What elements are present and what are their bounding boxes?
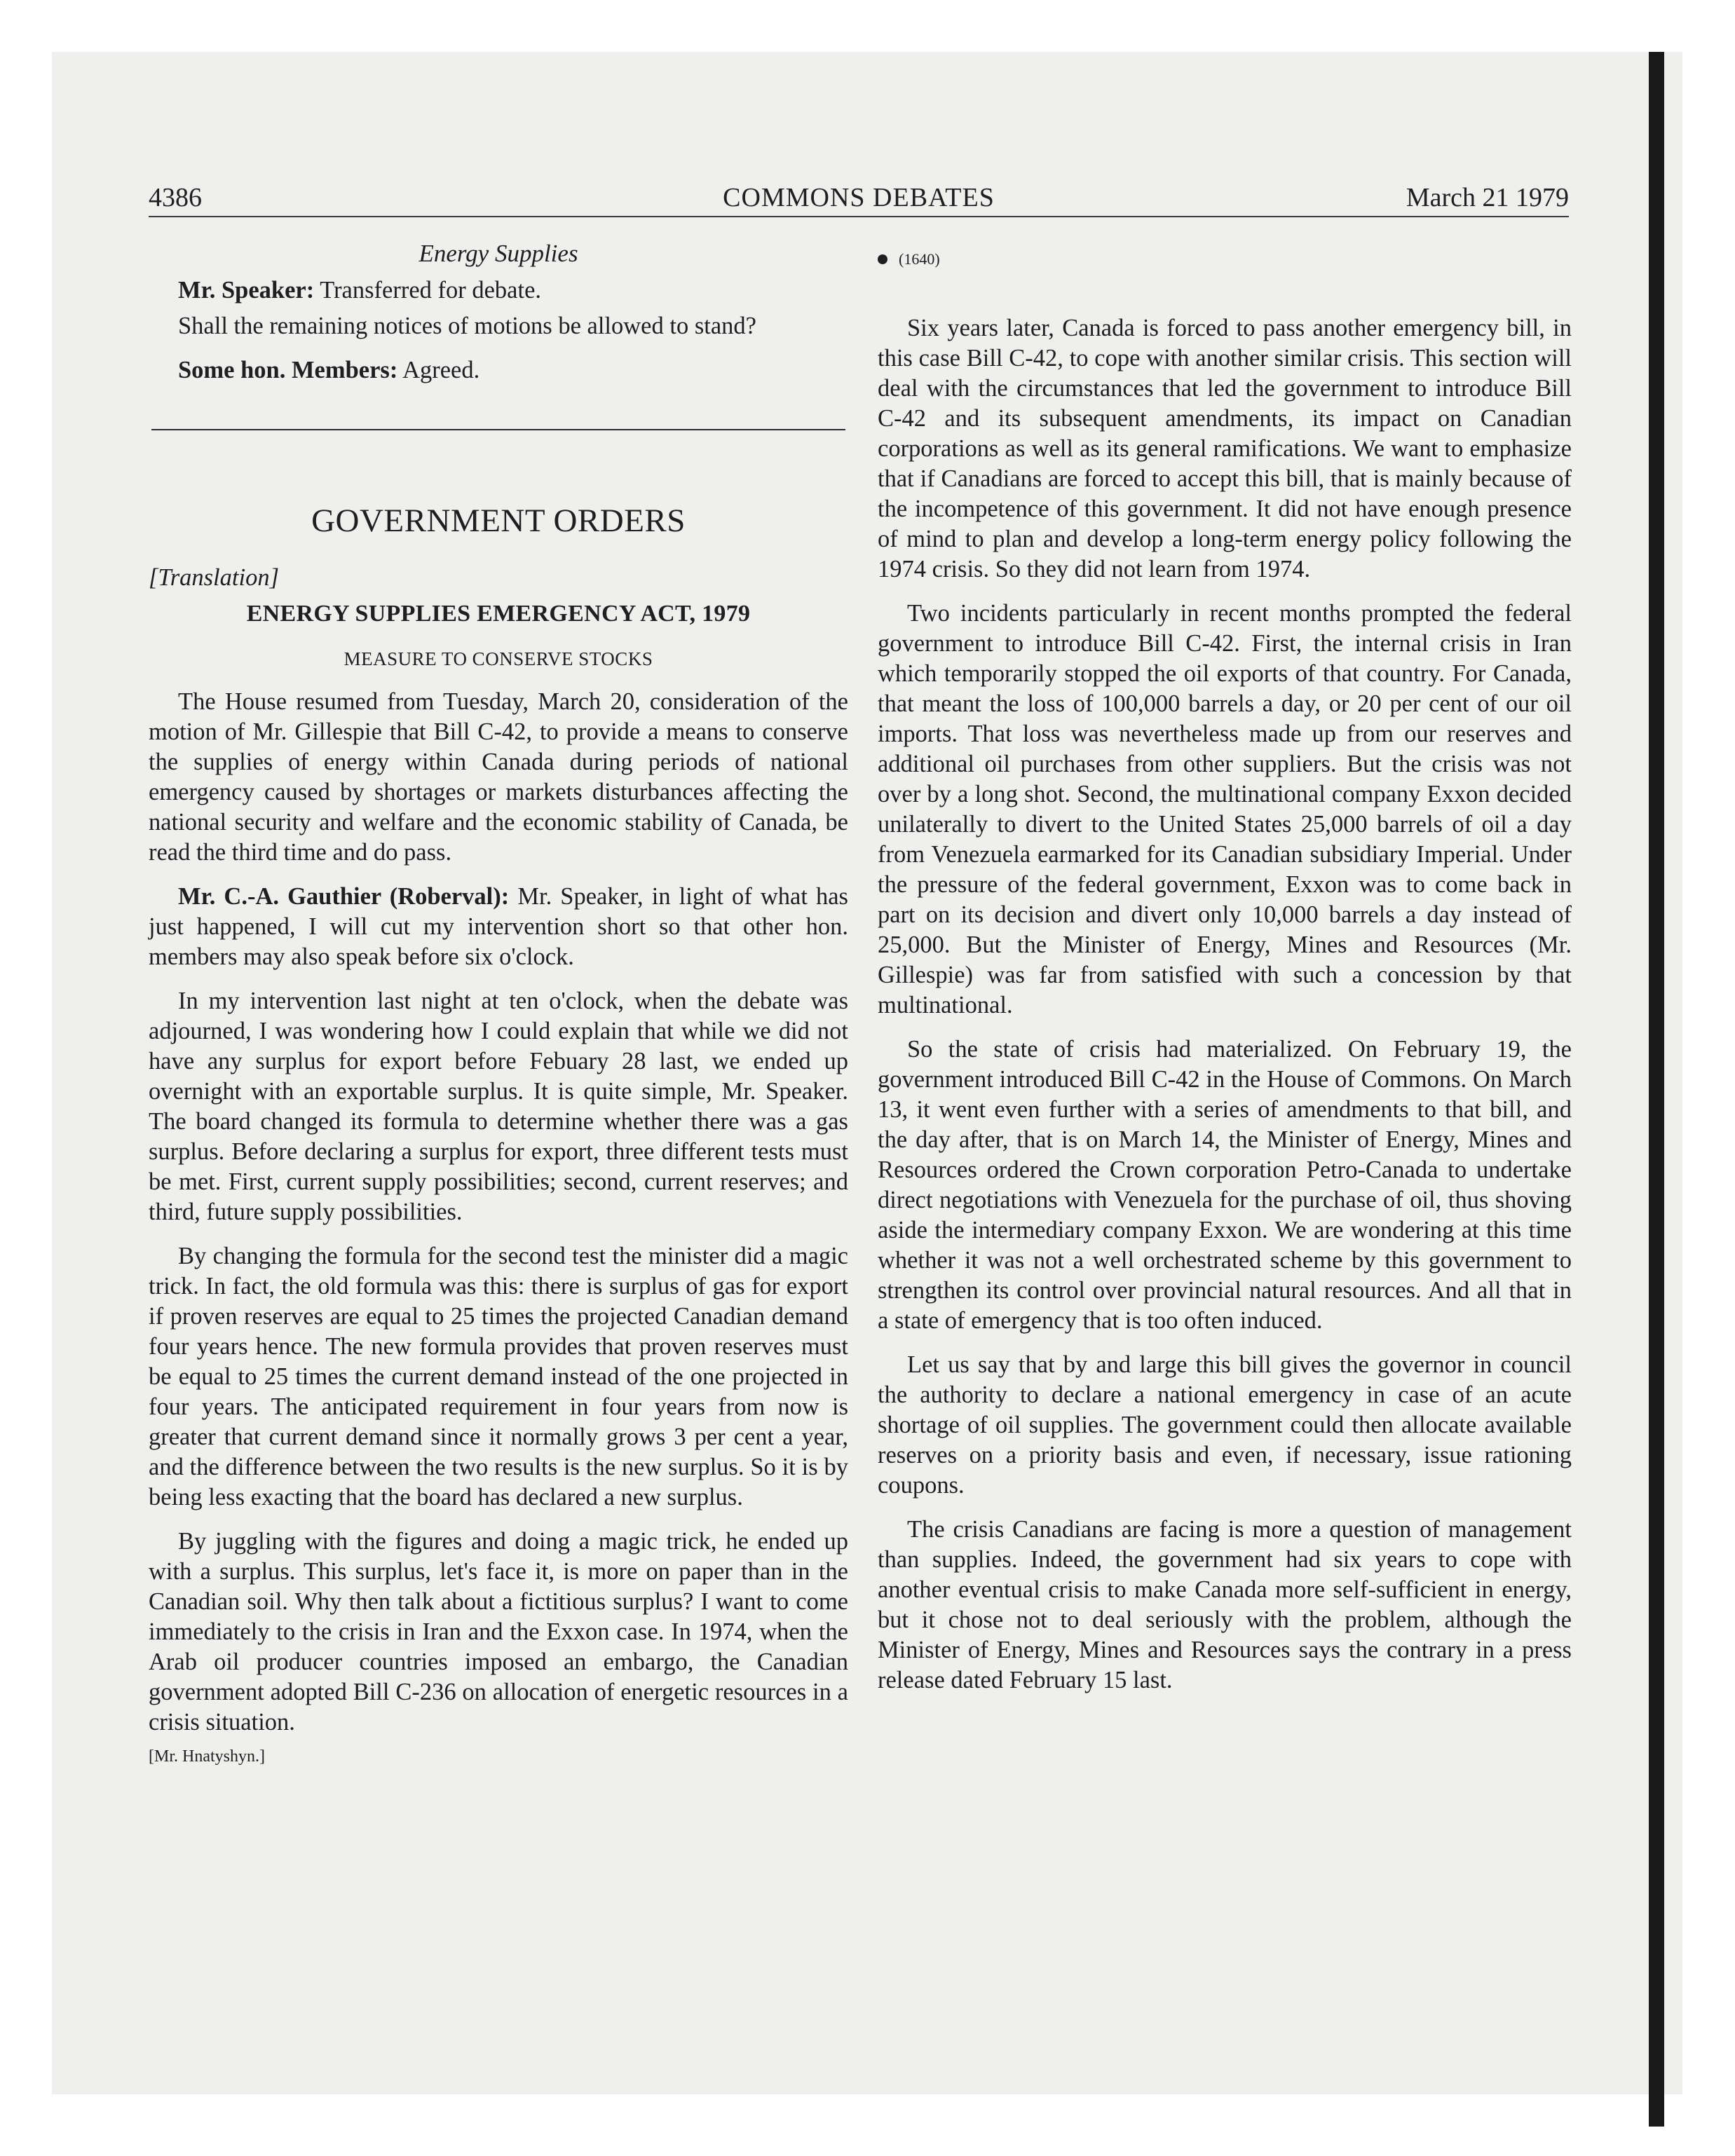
paragraph-by-and-large: Let us say that by and large this bill gives the governor in council the authority to declare a national emergency in case of an acute shortage of oil supplies. The government could then allocate available reserves on a priority basis and even, if necessary, issue rationing coupons.: [878, 1351, 1572, 1499]
time-marker: [878, 244, 1572, 274]
right-column: [878, 238, 1572, 1710]
paragraph-intervention: In my intervention last night at ten o'clock, when the debate was adjourned, I was wondering how I could explain that while we did not have any surplus for export before Febuary 28 last, we ended up overnight with an exportable surplus. It is quite simple, Mr. Speaker. The board changed its formula to determine whether there was a gas surplus. Before declaring a surplus for export, three different tests must be met. First, current supply possibilities; second, current reserves; and third, future supply possibilities.: [149, 988, 848, 1225]
section-divider: [151, 429, 845, 430]
section-heading: GOVERNMENT ORDERS: [311, 503, 686, 539]
bullet-icon: [878, 254, 887, 264]
paragraph-two-incidents: Two incidents particularly in recent months prompted the federal government to introduce Bill C-42. First, the internal crisis in Iran which temporarily stopped the oil exports of that country. For Canada, that meant the loss of 100,000 barrels a day, or 20 per cent of our oil imports. That loss was nevertheless made up from our reserves and additional oil purchases from other suppliers. But the crisis was not over by a long shot. Second, the multinational company Exxon decided unilaterally to divert to the United States 25,000 barrels of oil a day from Venezuela earmarked for its Canadian subsidiary Imperial. Under the pressure of the federal government, Exxon was to come back in part on its decision and divert only 10,000 barrels a day instead of 25,000. But the Minister of Energy, Mines and Resources (Mr. Gillespie) was far from satisfied with such a concession by that multinational.: [878, 600, 1572, 1018]
members-name: Some hon. Members:: [178, 357, 398, 383]
measure-heading: MEASURE TO CONSERVE STOCKS: [343, 648, 653, 669]
left-column: [149, 238, 848, 1772]
paragraph-management: The crisis Canadians are facing is more a question of management than supplies. Indeed, the government had six years to cope with another eventual crisis to make Canada more self-sufficient in energy, but it chose not to deal seriously with the problem, although the Minister of Energy, Mines and Resources says the contrary in a press release dated February 15 last.: [878, 1516, 1572, 1693]
paragraph-gauthier: [149, 882, 848, 972]
gauthier-text: Mr. Speaker, in light of what has just happened, I will cut my intervention short so that other hon. members may also speak before six o'clock.: [149, 883, 848, 970]
speaker-name: Mr. Speaker:: [178, 277, 315, 303]
paragraph-state-of-crisis: So the state of crisis had materialized. On February 19, the government introduced Bill C-42 in the House of Commons. On March 13, it went even further with a series of amendments to that bill, and the day after, that is on March 14, the Minister of Energy, Mines and Resources ordered the Crown corporation Petro-Canada to undertake direct negotiations with Venezuela for the purchase of oil, thus shoving aside the intermediary company Exxon. We are wondering at this time whether it was not a well orchestrated scheme by this government to strengthen its control over provincial natural resources. And all that in a state of emergency that is too often induced.: [878, 1036, 1572, 1334]
paragraph-six-years: Six years later, Canada is forced to pass another emergency bill, in this case Bill C-42, to cope with another similar crisis. This section will deal with the circumstances that led the government to introduce Bill C-42 and its subsequent amendments, its impact on Canadian corporations as well as its general ramifications. We want to emphasize that if Canadians are forced to accept this bill, that is mainly because of the incompetence of this government. It did not have enough presence of mind to plan and develop a long-term energy policy following the 1974 crisis. So they did not learn from 1974.: [878, 315, 1572, 582]
speaker-transfer-line: [149, 275, 848, 306]
publication-title: COMMONS DEBATES: [723, 183, 995, 212]
scan-edge-shadow: [1649, 52, 1664, 2127]
page-header: [149, 181, 1569, 217]
paragraph-juggling: By juggling with the figures and doing a magic trick, he ended up with a surplus. This surplus, let's face it, is more on paper than in the Canadian soil. Why then talk about a fictitious surplus? I want to come immediately to the crisis in Iran and the Exxon case. In 1974, when the Arab oil producer countries imposed an embargo, the Canadian government adopted Bill C-236 on allocation of energetic resources in a crisis situation.: [149, 1528, 848, 1735]
subheading-energy-supplies: Energy Supplies: [419, 240, 578, 267]
publication-date: March 21 1979: [1406, 183, 1569, 212]
notices-question: Shall the remaining notices of motions be allowed to stand?: [178, 313, 756, 339]
paragraph-house-resumed: The House resumed from Tuesday, March 20, consideration of the motion of Mr. Gillespie that Bill C-42, to provide a means to conserve the supplies of energy within Canada during periods of national emergency caused by shortages or markets disturbances affecting the national security and welfare and the economic stability of Canada, be read the third time and do pass.: [149, 688, 848, 866]
act-title: ENERGY SUPPLIES EMERGENCY ACT, 1979: [246, 601, 751, 627]
time-marker-label: (1640): [899, 250, 940, 268]
gauthier-name: Mr. C.-A. Gauthier (Roberval):: [178, 883, 510, 910]
speaker-text: Transferred for debate.: [314, 277, 542, 303]
paragraph-formula: By changing the formula for the second test the minister did a magic trick. In fact, the old formula was this: there is surplus of gas for export if proven reserves are equal to 25 times the projected Canadian demand four years hence. The new formula provides that proven reserves must be equal to 25 times the current demand instead of the one projected in four years. The anticipated requirement in four years from now is greater that current demand since it normally grows 3 per cent a year, and the difference between the two results is the new surplus. So it is by being less exacting that the board has declared a new surplus.: [149, 1243, 848, 1510]
members-reply-line: [149, 355, 848, 386]
speaker-attribution: [Mr. Hnatyshyn.]: [149, 1747, 265, 1766]
translation-label: [Translation]: [149, 564, 279, 591]
members-text: Agreed.: [397, 357, 480, 383]
page-number: 4386: [149, 183, 202, 212]
